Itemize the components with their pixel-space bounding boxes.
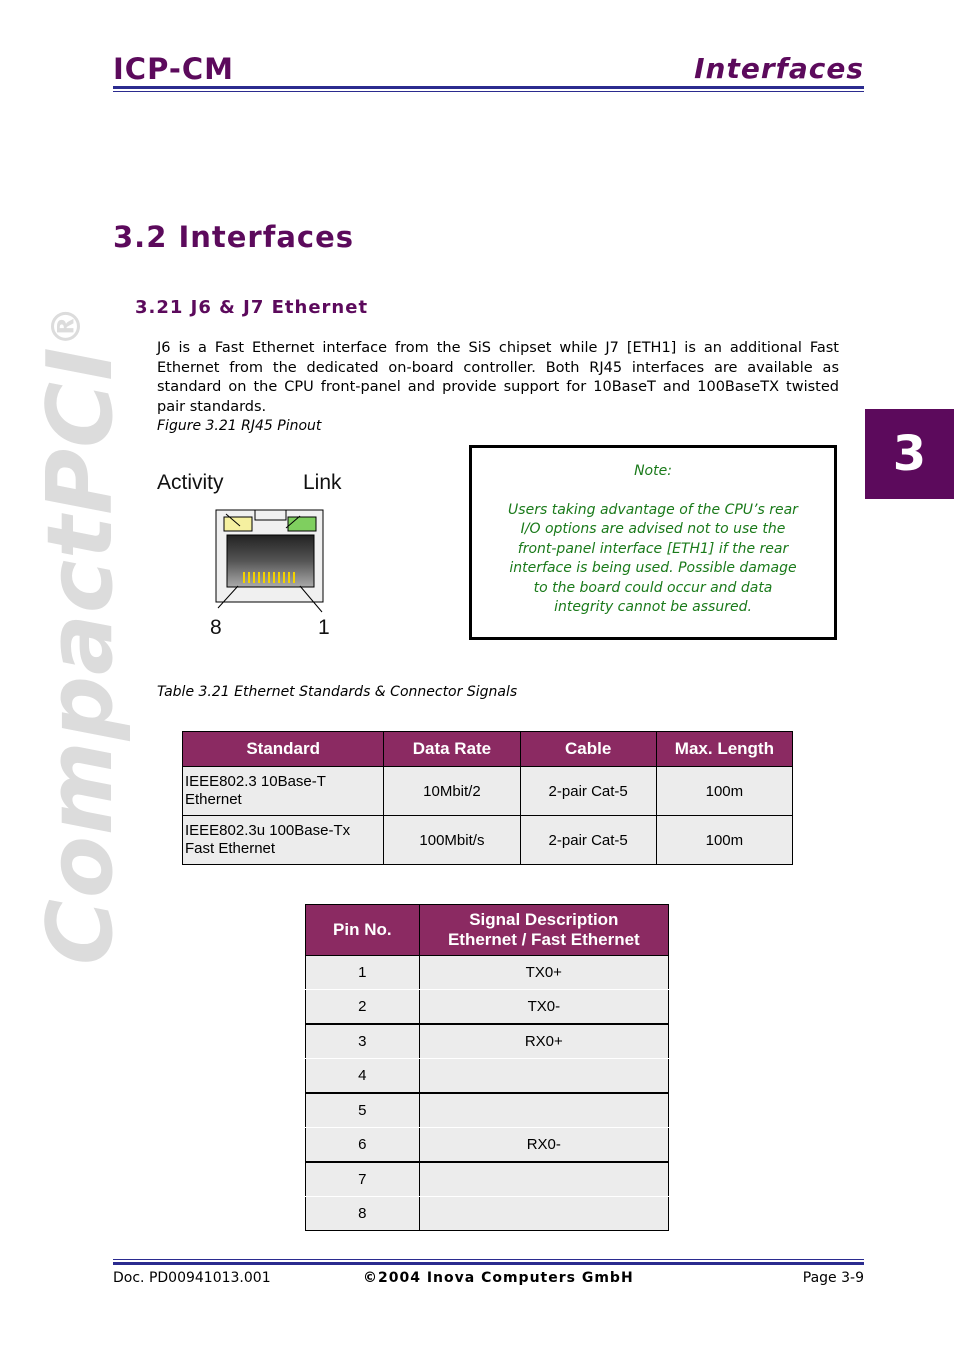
table-row	[306, 1024, 669, 1059]
table-row	[306, 1162, 669, 1197]
rj45-connector-diagram	[200, 500, 340, 620]
rj45-jack-opening	[227, 535, 314, 587]
cell-standard: IEEE802.3 10Base-T Ethernet	[183, 767, 384, 816]
cell-signal	[419, 1059, 668, 1094]
cell-data-rate: 100Mbit/s	[384, 816, 520, 865]
cell-pin: 7	[306, 1162, 420, 1197]
table-caption: Table 3.21 Ethernet Standards & Connector Signals	[157, 684, 518, 700]
cell-pin: 2	[306, 990, 420, 1025]
col-header-pin: Pin No.	[306, 905, 420, 956]
cell-signal: TX0+	[419, 956, 668, 990]
col-header-signal: Signal Description Ethernet / Fast Ethernet	[419, 905, 668, 956]
cell-signal: RX0-	[419, 1128, 668, 1163]
body-paragraph: J6 is a Fast Ethernet interface from the SiS chipset while J7 [ETH1] is an additional Fast Ethernet from the dedicated on-board controller. Both RJ45 interfaces are available as standard on the CPU front-panel and provide support for 10BaseT and 100BaseTX twisted pair standards.	[157, 340, 839, 415]
note-box	[469, 445, 837, 640]
figure-label-activity: Activity	[157, 471, 224, 494]
cell-pin: 3	[306, 1024, 420, 1059]
table-row	[306, 1128, 669, 1163]
note-title: Note:	[634, 463, 672, 479]
table-row	[306, 956, 669, 990]
col-header-data-rate: Data Rate	[384, 732, 520, 767]
cell-signal	[419, 1093, 668, 1128]
link-led-icon	[288, 517, 316, 531]
table-row	[306, 1093, 669, 1128]
compactpci-watermark: CompactPCI®	[28, 305, 133, 965]
chapter-tab: 3	[865, 409, 954, 499]
cell-pin: 4	[306, 1059, 420, 1094]
cell-cable: 2-pair Cat-5	[520, 816, 656, 865]
cell-signal: TX0-	[419, 990, 668, 1025]
col-header-cable: Cable	[520, 732, 656, 767]
footer-page-number: Page 3-9	[802, 1270, 864, 1286]
table-row	[183, 816, 793, 865]
cell-standard: IEEE802.3u 100Base-Tx Fast Ethernet	[183, 816, 384, 865]
table-row	[306, 990, 669, 1025]
header-rule-thin	[113, 91, 864, 92]
col-header-standard: Standard	[183, 732, 384, 767]
col-header-max-length: Max. Length	[656, 732, 792, 767]
header-section: Interfaces	[694, 52, 864, 85]
pin-signal-table	[305, 904, 669, 1231]
figure-pin-1: 1	[318, 616, 330, 639]
cell-signal	[419, 1162, 668, 1197]
table-row	[183, 767, 793, 816]
table-row	[306, 1197, 669, 1231]
footer-doc-number: Doc. PD00941013.001	[113, 1270, 271, 1286]
cell-max-length: 100m	[656, 816, 792, 865]
cell-pin: 6	[306, 1128, 420, 1163]
subsection-heading: 3.21 J6 & J7 Ethernet	[135, 297, 369, 318]
figure-label-link: Link	[303, 471, 342, 494]
figure-caption: Figure 3.21 RJ45 Pinout	[157, 418, 322, 434]
note-body: Users taking advantage of the CPU’s rear I/O options are advised not to use the front-panel interface [ETH1] if the rear interface is being used. Possible damage to the board could occur and data integrity cannot be assured.	[508, 501, 798, 615]
ethernet-standards-table	[182, 731, 793, 865]
header-rule	[113, 86, 864, 89]
table-row	[306, 1059, 669, 1094]
footer-rule-thin	[113, 1259, 864, 1260]
cell-signal	[419, 1197, 668, 1231]
cell-signal: RX0+	[419, 1024, 668, 1059]
cell-cable: 2-pair Cat-5	[520, 767, 656, 816]
section-heading: 3.2 Interfaces	[113, 220, 355, 254]
footer-rule	[113, 1262, 864, 1265]
cell-max-length: 100m	[656, 767, 792, 816]
cell-pin: 1	[306, 956, 420, 990]
figure-pin-8: 8	[210, 616, 222, 639]
cell-pin: 5	[306, 1093, 420, 1128]
footer-copyright: ©2004 Inova Computers GmbH	[363, 1270, 634, 1286]
header-product: ICP-CM	[113, 52, 234, 86]
cell-pin: 8	[306, 1197, 420, 1231]
cell-data-rate: 10Mbit/2	[384, 767, 520, 816]
